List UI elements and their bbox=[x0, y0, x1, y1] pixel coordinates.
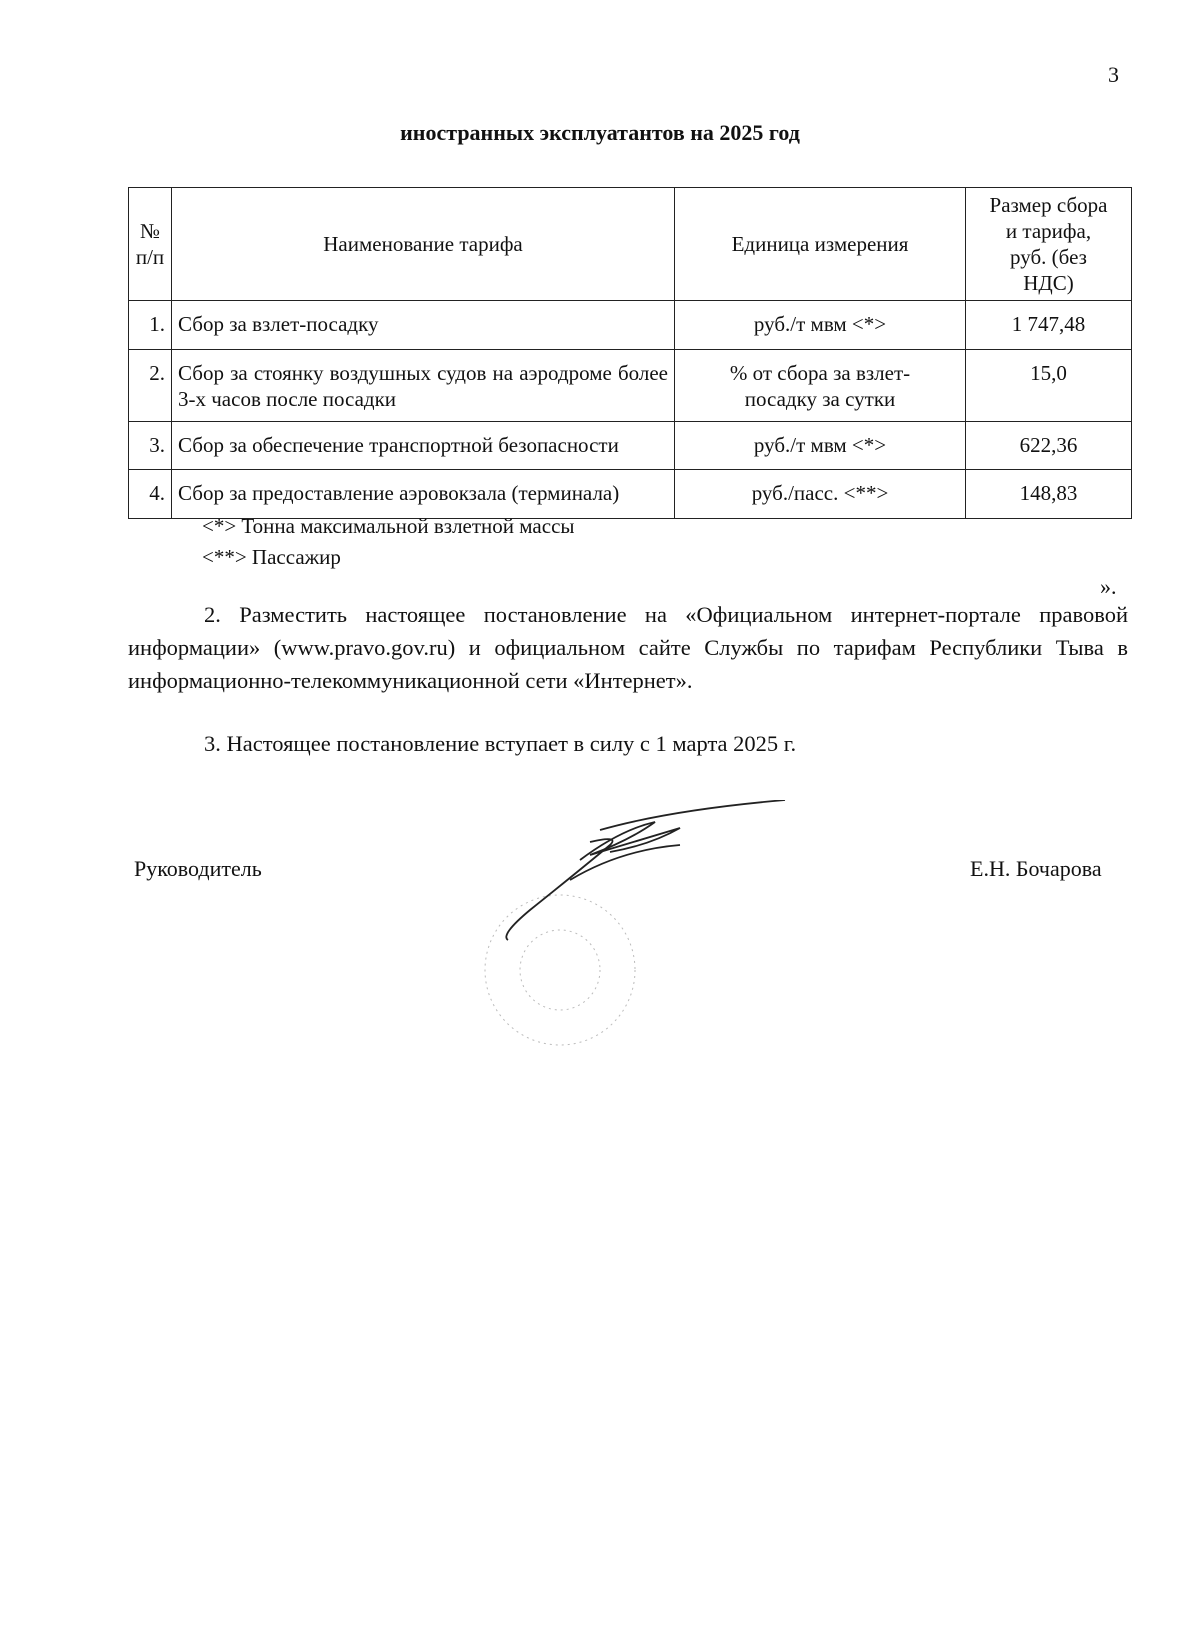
table-row bbox=[129, 470, 1132, 519]
row-unit: % от сбора за взлет-посадку за сутки bbox=[675, 350, 966, 422]
row-value: 148,83 bbox=[966, 470, 1132, 519]
row-number: 4. bbox=[129, 470, 172, 519]
handwritten-signature-and-stamp bbox=[470, 800, 810, 1070]
row-number: 3. bbox=[129, 422, 172, 470]
signatory-role: Руководитель bbox=[134, 856, 262, 881]
header-number: № п/п bbox=[129, 188, 172, 301]
header-unit: Единица измерения bbox=[675, 188, 966, 301]
row-unit: руб./т мвм <*> bbox=[675, 422, 966, 470]
table-row bbox=[129, 350, 1132, 422]
page-title: иностранных эксплуатантов на 2025 год bbox=[400, 120, 800, 145]
row-unit: руб./т мвм <*> bbox=[675, 301, 966, 350]
paragraph-3: 3. Настоящее постановление вступает в силу с 1 марта 2025 г. bbox=[204, 731, 797, 756]
footnote-2: <**> Пассажир bbox=[202, 545, 341, 569]
stamp-icon bbox=[485, 895, 635, 1045]
signature-icon bbox=[506, 800, 785, 940]
header-name: Наименование тарифа bbox=[172, 188, 675, 301]
row-value: 622,36 bbox=[966, 422, 1132, 470]
row-value: 15,0 bbox=[966, 350, 1132, 422]
row-name: Сбор за стоянку воздушных судов на аэродроме более 3-х часов после посадки bbox=[172, 350, 675, 422]
row-number: 2. bbox=[129, 350, 172, 422]
tariff-table bbox=[128, 187, 1132, 519]
page-number: 3 bbox=[1108, 62, 1119, 87]
paragraph-2-text: 2. Разместить настоящее постановление на «Официальном интернет-портале правовой информации» (www.pravo.gov.ru) и официальном сайте Службы по тарифам Республики Тыва в информационно-телекоммуникационной сети «Интернет». bbox=[128, 602, 1128, 693]
row-number: 1. bbox=[129, 301, 172, 350]
row-name: Сбор за обеспечение транспортной безопасности bbox=[172, 422, 675, 470]
header-value: Размер сбора и тарифа, руб. (без НДС) bbox=[966, 188, 1132, 301]
row-value: 1 747,48 bbox=[966, 301, 1132, 350]
closing-quote: ». bbox=[1100, 574, 1117, 599]
footnote-1: <*> Тонна максимальной взлетной массы bbox=[202, 514, 575, 538]
table-row bbox=[129, 422, 1132, 470]
table-header-row bbox=[129, 188, 1132, 301]
row-unit: руб./пасс. <**> bbox=[675, 470, 966, 519]
table-row bbox=[129, 301, 1132, 350]
row-name: Сбор за предоставление аэровокзала (терминала) bbox=[172, 470, 675, 519]
row-name: Сбор за взлет-посадку bbox=[172, 301, 675, 350]
paragraph-2 bbox=[128, 598, 1128, 697]
signatory-name: Е.Н. Бочарова bbox=[970, 856, 1102, 881]
